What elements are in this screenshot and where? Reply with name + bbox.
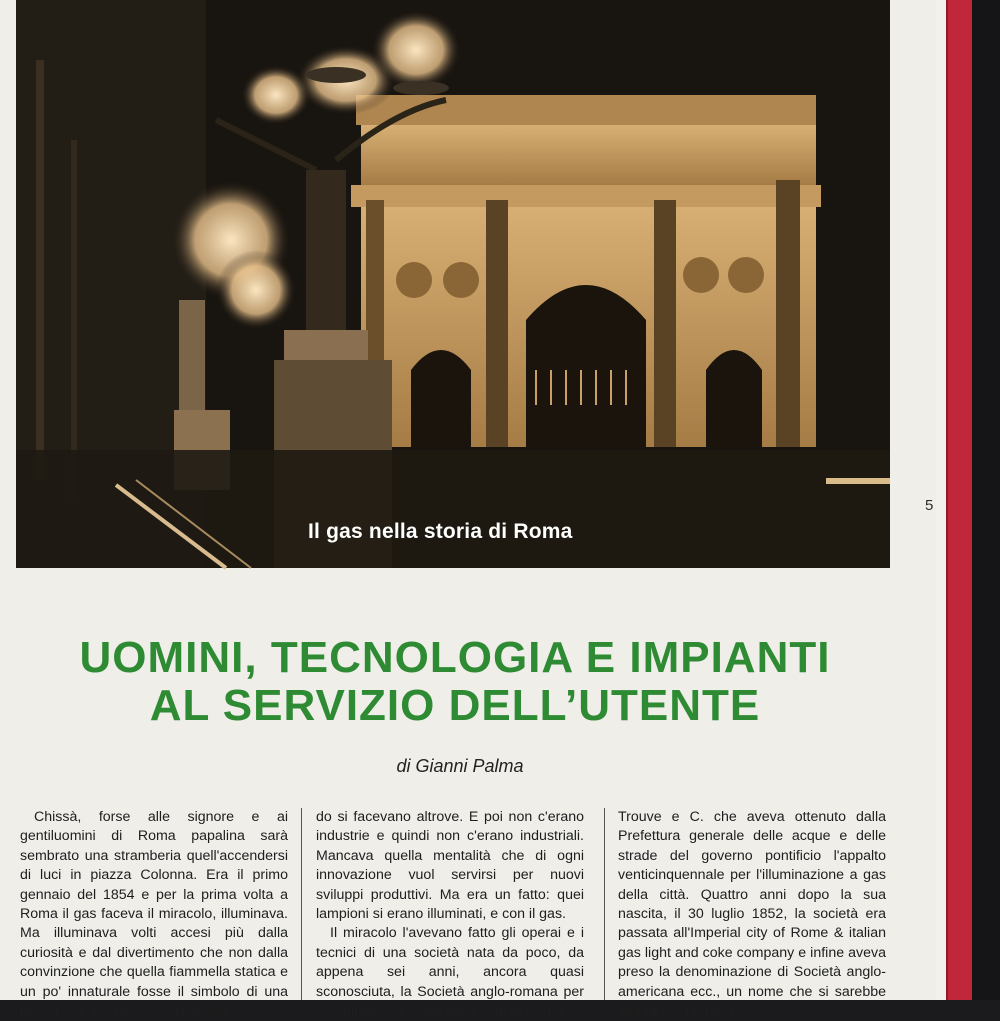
page-number: 5 <box>925 497 934 514</box>
arch-structure <box>351 95 821 447</box>
column-divider <box>604 808 605 1000</box>
article-title-line-2: AL SERVIZIO DELL’UTENTE <box>149 681 761 730</box>
binder-spine <box>946 0 974 1000</box>
article-column-3 <box>618 808 886 1021</box>
article-title <box>20 634 890 730</box>
column-divider <box>301 808 302 1000</box>
paragraph: Chissà, forse alle signore e ai gentiluomini di Roma papalina sarà sembrato una stramberia quell'accendersi di luci in piazza Colonna. Era il primo gennaio del 1854 e per la prima volta a Roma il gas faceva il miracolo, illuminava. Ma illuminava volti accesi più dalla curiosità e dal divertimento che non dalla convinzione che quella fiammella statica e un po' innaturale fosse il simbolo di una nuova era. Ma perché meravigliar- <box>20 809 288 1020</box>
background-edge <box>972 0 1000 1000</box>
paragraph: do si facevano altrove. E poi non c'erano industrie e quindi non c'erano industriali. Mancava quella mentalità che di ogni innovazione vuol servirsi per nuovi sviluppi produttivi. Ma era un fatto: quei lampioni si erano illuminati, e con il gas. <box>316 809 584 923</box>
article-byline: di Gianni Palma <box>396 756 524 776</box>
article-title-line-1: UOMINI, TECNOLOGIA E IMPIANTI <box>79 633 831 682</box>
article-column-2 <box>316 808 584 1021</box>
paragraph: Trouve e C. che aveva ottenuto dalla Prefettura generale delle acque e delle strade del governo pontificio l'appalto venticinquennale per l'illuminazione a gas della città. Quattro anni dopo la sua nascita, il 30 luglio 1852, la società era passata all'Imperial city of Rome & italian gas light and coke company e infine aveva preso la denominazione di Società anglo-americana ecc., un nome che si sarebbe tenuta per un pezzo. <box>618 809 886 1020</box>
cover-photo-arch-of-constantine <box>16 0 890 568</box>
article-column-1 <box>20 808 288 1021</box>
night-scene-illustration <box>16 0 890 568</box>
photo-caption: Il gas nella storia di Roma <box>308 520 573 543</box>
paragraph: Il miracolo l'avevano fatto gli operai e i tecnici di una società nata da poco, da appena sei anni, ancora quasi sconosciuta, la Società anglo-romana per l'illuminazione a gas della città di Roma. <box>316 925 584 1020</box>
